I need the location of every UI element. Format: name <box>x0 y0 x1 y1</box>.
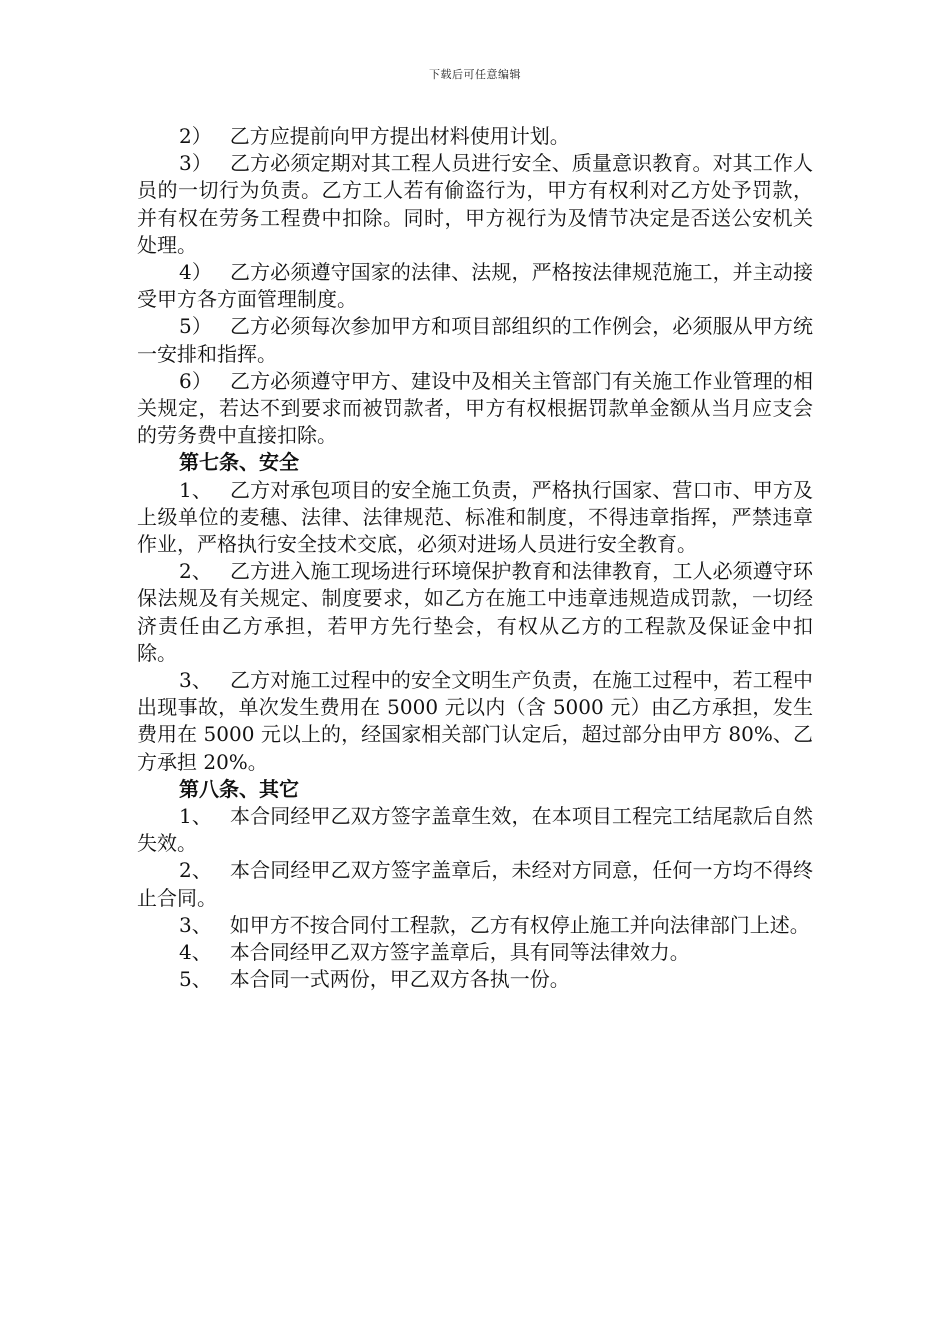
clause-item <box>137 667 813 776</box>
clause-number: 3、 <box>179 668 212 693</box>
clause-text: 如甲方不按合同付工程款，乙方有权停止施工并向法律部门上述。 <box>229 912 810 937</box>
header-note: 下载后可任意编辑 <box>429 68 521 81</box>
clause-text: 乙方必须遵守国家的法律、法规，严格按法律规范施工，并主动接受甲方各方面管理制度。 <box>137 260 813 312</box>
clause-item <box>137 857 813 911</box>
clause-item <box>137 803 813 857</box>
clause-item <box>137 368 813 450</box>
clause-text: 乙方应提前向甲方提出材料使用计划。 <box>229 124 570 148</box>
clause-number: 2、 <box>179 858 212 883</box>
clause-number: 4） <box>179 260 212 285</box>
section-heading: 第七条、安全 <box>179 450 299 475</box>
clause-item <box>137 313 813 367</box>
clause-item <box>137 966 813 993</box>
clause-number: 5、 <box>179 967 212 992</box>
clause-text: 乙方对承包项目的安全施工负责，严格执行国家、营口市、甲方及上级单位的麦穗、法律、法律规范、标准和制度，不得违章指挥，严禁违章作业，严格执行安全技术交底，必须对进场人员进行安全教育。 <box>137 477 813 557</box>
clause-text: 本合同经甲乙双方签字盖章生效，在本项目工程完工结尾款后自然失效。 <box>137 804 813 856</box>
clause-text: 乙方进入施工现场进行环境保护教育和法律教育，工人必须遵守环保法规及有关规定、制度要求，如乙方在施工中违章违规造成罚款，一切经济责任由乙方承担，若甲方先行垫会，有权从乙方的工程款及保证金中扣除。 <box>137 559 813 665</box>
clause-text: 本合同一式两份，甲乙双方各执一份。 <box>229 967 570 992</box>
clause-item <box>137 939 813 966</box>
clause-text: 本合同经甲乙双方签字盖章后，未经对方同意，任何一方均不得终止合同。 <box>137 858 813 910</box>
document-body <box>137 123 813 994</box>
clause-item <box>137 912 813 939</box>
clause-text: 乙方对施工过程中的安全文明生产负责，在施工过程中，若工程中出现事故，单次发生费用在 5000 元以内（含 5000 元）由乙方承担，发生费用在 5000 元以上的，经国家相关部门认定后，超过部分由甲方 80%、乙方承担 20%。 <box>137 668 813 774</box>
clause-item <box>137 150 813 259</box>
clause-number: 5） <box>179 314 212 339</box>
clause-text: 乙方必须遵守甲方、建设中及相关主管部门有关施工作业管理的相关规定，若达不到要求而被罚款者，甲方有权根据罚款单金额从当月应支会的劳务费中直接扣除。 <box>137 368 813 448</box>
clause-number: 1、 <box>179 804 212 829</box>
clause-number: 2、 <box>179 559 212 584</box>
clause-number: 2） <box>179 124 212 148</box>
clause-number: 1、 <box>179 477 212 502</box>
section-heading: 第八条、其它 <box>179 776 299 801</box>
clause-item <box>137 123 813 150</box>
clause-item <box>137 477 813 559</box>
clause-number: 3） <box>179 151 212 176</box>
clause-text: 乙方必须定期对其工程人员进行安全、质量意识教育。对其工作人员的一切行为负责。乙方工人若有偷盗行为，甲方有权利对乙方处予罚款，并有权在劳务工程费中扣除。同时，甲方视行为及情节决定是否送公安机关处理。 <box>137 151 813 257</box>
clause-number: 3、 <box>179 912 212 937</box>
clause-text: 乙方必须每次参加甲方和项目部组织的工作例会，必须服从甲方统一安排和指挥。 <box>137 314 813 366</box>
clause-number: 6） <box>179 368 212 393</box>
clause-number: 4、 <box>179 940 212 965</box>
clause-text: 本合同经甲乙双方签字盖章后，具有同等法律效力。 <box>229 940 690 965</box>
clause-item <box>137 558 813 667</box>
clause-item <box>137 259 813 313</box>
